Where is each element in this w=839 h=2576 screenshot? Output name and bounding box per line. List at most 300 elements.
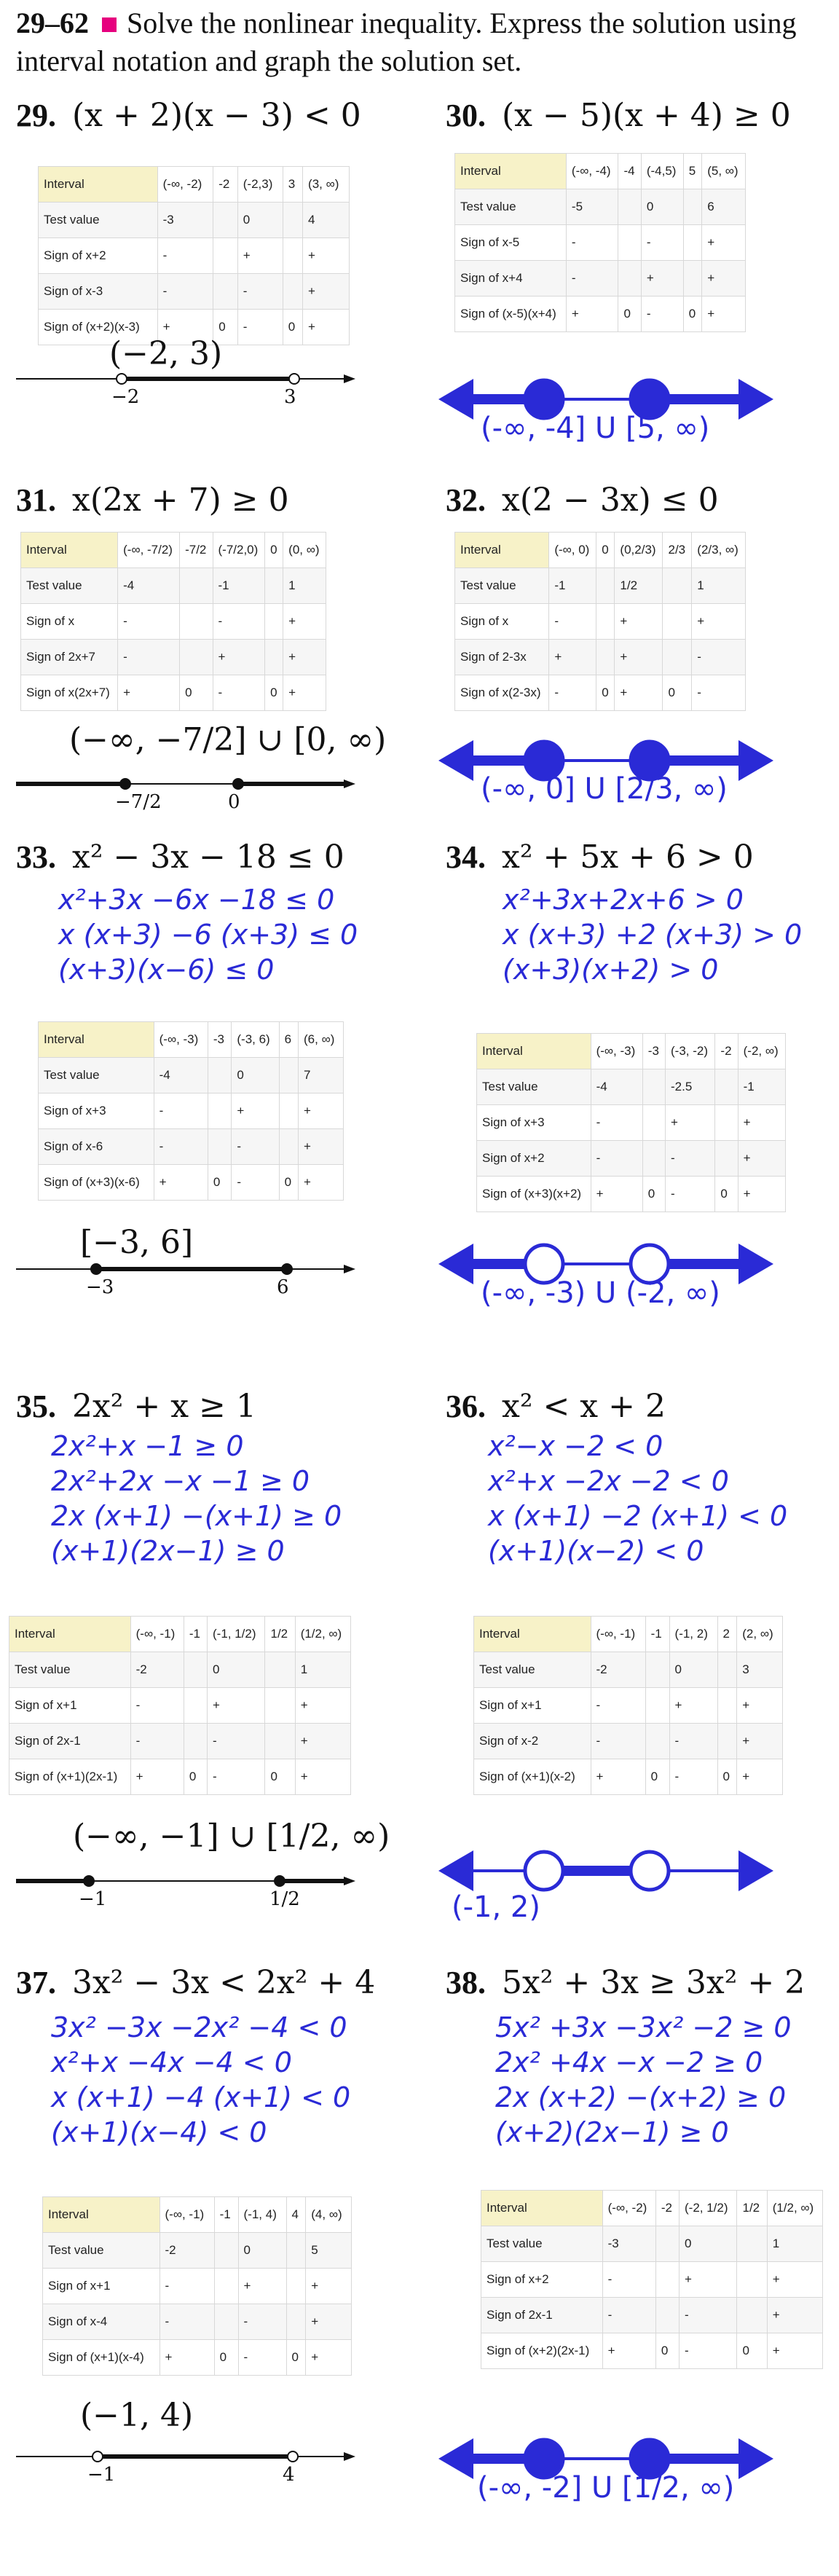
sign-chart-row <box>455 568 746 604</box>
sign-chart-cell: - <box>602 2262 655 2298</box>
sign-chart-cell: + <box>299 1129 344 1165</box>
sign-chart-cell: + <box>306 2340 352 2376</box>
sign-chart-row <box>455 189 746 225</box>
sign-chart-cell: - <box>692 640 746 675</box>
sign-chart-table <box>481 2190 823 2369</box>
problem-statement <box>16 481 289 520</box>
closed-endpoint <box>84 1876 94 1886</box>
sign-chart-cell: (2, ∞) <box>737 1617 783 1652</box>
problem-inequality: (x + 2)(x − 3) < 0 <box>72 97 361 134</box>
sign-chart-row <box>477 1177 786 1212</box>
sign-chart-cell <box>618 225 641 261</box>
sign-chart-cell <box>184 1724 207 1759</box>
sign-chart-cell <box>286 2269 306 2304</box>
sign-chart-row <box>9 1688 351 1724</box>
handwritten-work-line: x (x+1) −2 (x+1) < 0 <box>488 1500 788 1532</box>
sign-chart-cell: 0 <box>208 1165 232 1201</box>
open-endpoint <box>117 374 127 384</box>
sign-chart-cell: -2 <box>655 2191 679 2226</box>
axis-arrow-icon <box>344 780 355 788</box>
sign-chart-row-label: Sign of (x+1)(2x-1) <box>9 1759 131 1795</box>
sign-chart-cell: + <box>737 1688 783 1724</box>
sign-chart-row <box>43 2233 352 2269</box>
sign-chart-row <box>455 297 746 332</box>
sign-chart-cell: + <box>295 1759 350 1795</box>
tick-label: −3 <box>86 1276 114 1298</box>
sign-chart-cell <box>715 1069 738 1105</box>
sign-chart-cell: - <box>602 2298 655 2333</box>
sign-chart-row-label: Test value <box>43 2233 160 2269</box>
sign-chart-cell: 1/2 <box>265 1617 295 1652</box>
axis-arrow-icon <box>344 374 355 383</box>
sign-chart-row-label: Sign of x-5 <box>455 225 567 261</box>
sign-chart-row-label: Test value <box>474 1652 591 1688</box>
interval-notation: (−∞, −7/2] ∪ [0, ∞) <box>69 721 387 758</box>
sign-chart-cell: 0 <box>680 2226 737 2262</box>
problem-number: 37. <box>16 1965 56 2000</box>
sign-chart-row <box>39 1129 344 1165</box>
handwritten-work-line: x²+x −2x −2 < 0 <box>488 1465 729 1497</box>
handwritten-work-line: x²+3x −6x −18 ≤ 0 <box>58 884 335 916</box>
sign-chart-cell: - <box>154 1093 208 1129</box>
sign-chart-row <box>39 167 350 203</box>
problem-statement <box>446 1963 805 2003</box>
sign-chart-cell <box>283 238 302 274</box>
sign-chart-cell: 0 <box>596 533 615 568</box>
sign-chart-cell <box>717 1688 737 1724</box>
sign-chart-cell: 0 <box>184 1759 207 1795</box>
sign-chart-cell: + <box>767 2262 822 2298</box>
sign-chart-row <box>477 1034 786 1069</box>
problem-number: 38. <box>446 1965 486 2000</box>
sign-chart-row-label: Sign of (x-5)(x+4) <box>455 297 567 332</box>
sign-chart-cell: 7 <box>299 1058 344 1093</box>
sign-chart-cell: + <box>283 675 326 711</box>
sign-chart-cell: (-3, -2) <box>666 1034 715 1069</box>
sign-chart-cell: + <box>702 261 746 297</box>
sign-chart-row <box>9 1759 351 1795</box>
open-endpoint <box>289 374 299 384</box>
sign-chart-cell <box>214 2269 238 2304</box>
sign-chart-row-label: Interval <box>474 1617 591 1652</box>
sign-chart-row-label: Sign of (x+2)(x-3) <box>39 310 158 345</box>
sign-chart-row-label: Interval <box>39 1022 154 1058</box>
sign-chart-row <box>474 1652 783 1688</box>
sign-chart-cell: + <box>591 1759 645 1795</box>
sign-chart-row-label: Test value <box>455 568 549 604</box>
open-endpoint <box>288 2451 298 2462</box>
number-line <box>16 1866 395 1896</box>
sign-chart-row <box>21 604 326 640</box>
sign-chart-cell <box>265 1724 295 1759</box>
problem-inequality: x(2 − 3x) ≤ 0 <box>502 482 719 519</box>
sign-chart-row <box>474 1688 783 1724</box>
sign-chart-row-label: Sign of 2x-1 <box>481 2298 603 2333</box>
sign-chart-table <box>9 1616 351 1795</box>
sign-chart-cell: + <box>549 640 596 675</box>
sign-chart-row <box>455 604 746 640</box>
sign-chart-cell: + <box>208 1688 265 1724</box>
sign-chart-row <box>477 1069 786 1105</box>
sign-chart-row-label: Test value <box>39 203 158 238</box>
sign-chart-table <box>20 532 326 711</box>
sign-chart-cell <box>596 568 615 604</box>
sign-chart-cell: + <box>299 1093 344 1129</box>
tick-label: −1 <box>79 1888 107 1910</box>
tick-label: −7/2 <box>115 791 162 813</box>
sign-chart-cell <box>208 1058 232 1093</box>
sign-chart-cell: + <box>299 1165 344 1201</box>
handwritten-work-line: x²+3x+2x+6 > 0 <box>503 884 744 916</box>
sign-chart-row-label: Test value <box>39 1058 154 1093</box>
sign-chart-cell: 0 <box>645 1759 669 1795</box>
sign-chart-cell: + <box>157 310 213 345</box>
sign-chart-row <box>21 640 326 675</box>
sign-chart-row <box>39 274 350 310</box>
closed-endpoint <box>91 1264 101 1274</box>
sign-chart-cell: + <box>118 675 180 711</box>
problem-number: 32. <box>446 482 486 518</box>
sign-chart-row-label: Test value <box>21 568 118 604</box>
sign-chart-row-label: Sign of x+3 <box>39 1093 154 1129</box>
sign-chart-cell <box>265 568 283 604</box>
handwritten-work-line: x²+x −4x −4 < 0 <box>51 2046 292 2078</box>
sign-chart-cell: (1/2, ∞) <box>295 1617 350 1652</box>
sign-chart-cell <box>645 1724 669 1759</box>
sign-chart-cell: - <box>669 1759 717 1795</box>
sign-chart-cell: + <box>213 640 265 675</box>
tick-label: 4 <box>283 2464 295 2486</box>
sign-chart-cell: 0 <box>669 1652 717 1688</box>
sign-chart-cell: (-∞, -3) <box>154 1022 208 1058</box>
sign-chart-cell: (-3, 6) <box>232 1022 279 1058</box>
problem-statement <box>446 838 754 877</box>
sign-chart-cell <box>184 1652 207 1688</box>
sign-chart-row <box>481 2298 823 2333</box>
sign-chart-row-label: Sign of x+1 <box>474 1688 591 1724</box>
axis-arrow-icon <box>344 1877 355 1885</box>
sign-chart-cell <box>265 604 283 640</box>
sign-chart-cell: -3 <box>208 1022 232 1058</box>
sign-chart-cell: (5, ∞) <box>702 154 746 189</box>
sign-chart-table <box>473 1616 783 1795</box>
sign-chart-row <box>477 1105 786 1141</box>
problem-statement <box>16 1387 256 1426</box>
sign-chart-cell: - <box>549 675 596 711</box>
sign-chart-cell <box>645 1688 669 1724</box>
sign-chart-cell: + <box>591 1177 642 1212</box>
sign-chart-cell: 3 <box>283 167 302 203</box>
sign-chart-cell: (1/2, ∞) <box>767 2191 822 2226</box>
sign-chart-cell: + <box>615 675 663 711</box>
sign-chart-cell: (-4,5) <box>641 154 683 189</box>
solution-interval: (-1, 2) <box>452 1890 540 1924</box>
sign-chart-cell <box>283 203 302 238</box>
handwritten-work-line: 5x² +3x −3x² −2 ≥ 0 <box>495 2011 792 2043</box>
tick-label: 1/2 <box>269 1888 300 1910</box>
sign-chart-cell: (0,2/3) <box>615 533 663 568</box>
sign-chart-cell: - <box>238 2304 286 2340</box>
sign-chart-cell: 0 <box>208 1652 265 1688</box>
sign-chart-cell <box>717 1652 737 1688</box>
sign-chart-cell <box>642 1069 665 1105</box>
sign-chart-row <box>481 2226 823 2262</box>
sign-chart-cell: -2 <box>213 167 238 203</box>
sign-chart-cell: 0 <box>232 1058 279 1093</box>
sign-chart-cell: -4 <box>154 1058 208 1093</box>
right-arrow-icon <box>738 2438 773 2479</box>
sign-chart-cell: -1 <box>213 568 265 604</box>
sign-chart-cell: (-∞, -1) <box>591 1617 645 1652</box>
sign-chart-row-label: Interval <box>455 154 567 189</box>
closed-endpoint <box>275 1876 285 1886</box>
open-endpoint <box>92 2451 103 2462</box>
sign-chart-cell: - <box>680 2298 737 2333</box>
sign-chart-row <box>9 1617 351 1652</box>
axis-arrow-icon <box>344 1265 355 1273</box>
handwritten-work-line: x (x+3) +2 (x+3) > 0 <box>503 919 803 951</box>
sign-chart-row-label: Interval <box>39 167 158 203</box>
sign-chart-cell: + <box>738 1177 785 1212</box>
sign-chart-cell <box>737 2298 767 2333</box>
sign-chart-cell: - <box>208 1759 265 1795</box>
interval-notation: (−∞, −1] ∪ [1/2, ∞) <box>73 1818 390 1855</box>
section-header <box>16 4 824 80</box>
sign-chart-cell: 5 <box>683 154 701 189</box>
sign-chart-cell: (-2, ∞) <box>738 1034 785 1069</box>
sign-chart-cell: + <box>737 1724 783 1759</box>
sign-chart-row-label: Interval <box>481 2191 603 2226</box>
sign-chart-cell: 0 <box>286 2340 306 2376</box>
sign-chart-cell: 0 <box>641 189 683 225</box>
sign-chart-row-label: Sign of x-2 <box>474 1724 591 1759</box>
sign-chart-cell: -2 <box>159 2233 214 2269</box>
sign-chart-cell <box>737 2262 767 2298</box>
sign-chart-cell: 0 <box>596 675 615 711</box>
handwritten-work-line: (x+3)(x−6) ≤ 0 <box>58 954 275 986</box>
sign-chart-cell: 4 <box>303 203 350 238</box>
sign-chart-cell: 0 <box>180 675 213 711</box>
solution-interval: (-∞, -4] U [5, ∞) <box>481 412 710 445</box>
sign-chart-cell <box>618 189 641 225</box>
sign-chart-row <box>455 640 746 675</box>
problem-number: 35. <box>16 1389 56 1424</box>
sign-chart-cell <box>717 1724 737 1759</box>
problem-inequality: 5x² + 3x ≥ 3x² + 2 <box>502 1964 805 2001</box>
sign-chart-cell: 2/3 <box>663 533 692 568</box>
sign-chart-row-label: Sign of x(2x+7) <box>21 675 118 711</box>
left-arrow-icon <box>438 1850 473 1891</box>
sign-chart-row-label: Sign of 2-3x <box>455 640 549 675</box>
sign-chart-cell: - <box>157 274 213 310</box>
problem-inequality: x² + 5x + 6 > 0 <box>502 839 754 876</box>
sign-chart-row-label: Interval <box>21 533 118 568</box>
sign-chart-cell: + <box>283 640 326 675</box>
sign-chart-cell: 4 <box>286 2197 306 2233</box>
sign-chart-cell <box>663 640 692 675</box>
sign-chart-row-label: Sign of x-4 <box>43 2304 160 2340</box>
sign-chart-row <box>39 1022 344 1058</box>
square-bullet-icon <box>102 17 117 32</box>
sign-chart-cell: 0 <box>265 1759 295 1795</box>
handwritten-work-line: x (x+1) −4 (x+1) < 0 <box>51 2081 351 2113</box>
sign-chart-row-label: Sign of x+2 <box>477 1141 591 1177</box>
sign-chart-cell: (-∞, -2) <box>157 167 213 203</box>
sign-chart-row-label: Test value <box>455 189 567 225</box>
sign-chart-cell: + <box>154 1165 208 1201</box>
sign-chart-cell: - <box>566 261 618 297</box>
handwritten-work-line: 2x²+2x −x −1 ≥ 0 <box>51 1465 310 1497</box>
sign-chart-row <box>474 1724 783 1759</box>
tick-label: −2 <box>111 386 140 408</box>
problem-number: 30. <box>446 98 486 133</box>
sign-chart-cell: 1/2 <box>615 568 663 604</box>
sign-chart-cell <box>265 640 283 675</box>
sign-chart-row-label: Sign of 2x-1 <box>9 1724 131 1759</box>
sign-chart-row <box>481 2191 823 2226</box>
sign-chart-table <box>454 532 746 711</box>
sign-chart-cell: 3 <box>737 1652 783 1688</box>
sign-chart-table <box>38 1021 344 1201</box>
sign-chart-row-label: Sign of x+1 <box>9 1688 131 1724</box>
handwritten-work-line: 2x² +4x −x −2 ≥ 0 <box>495 2046 763 2078</box>
problem-statement <box>16 96 361 136</box>
sign-chart-row <box>39 1058 344 1093</box>
sign-chart-row-label: Sign of (x+1)(x-4) <box>43 2340 160 2376</box>
sign-chart-cell: 2 <box>717 1617 737 1652</box>
right-arrow-icon <box>738 1244 773 1284</box>
sign-chart-row <box>39 238 350 274</box>
sign-chart-cell: + <box>306 2269 352 2304</box>
sign-chart-cell: + <box>738 1105 785 1141</box>
tick-label: 0 <box>228 791 240 813</box>
sign-chart-cell: (-∞, -4) <box>566 154 618 189</box>
sign-chart-cell <box>180 568 213 604</box>
solution-interval: (-∞, -3) U (-2, ∞) <box>481 1276 720 1310</box>
sign-chart-row <box>9 1652 351 1688</box>
interval-notation: [−3, 6] <box>80 1224 194 1261</box>
sign-chart-cell: 0 <box>279 1165 298 1201</box>
solution-interval: (-∞, 0] U [2/3, ∞) <box>481 772 728 806</box>
problem-inequality: x² < x + 2 <box>502 1388 666 1425</box>
sign-chart-cell: - <box>641 297 683 332</box>
tick-label: −1 <box>87 2464 116 2486</box>
problem-number: 33. <box>16 839 56 875</box>
sign-chart-row-label: Test value <box>477 1069 591 1105</box>
sign-chart-cell: -2 <box>130 1652 184 1688</box>
sign-chart-cell: + <box>566 297 618 332</box>
sign-chart-cell: 0 <box>265 675 283 711</box>
sign-chart-cell: -2 <box>715 1034 738 1069</box>
sign-chart-cell: - <box>591 1105 642 1141</box>
sign-chart-cell <box>214 2304 238 2340</box>
sign-chart-cell: - <box>641 225 683 261</box>
left-arrow-icon <box>438 1244 473 1284</box>
sign-chart-cell: 0 <box>642 1177 665 1212</box>
left-arrow-icon <box>438 2438 473 2479</box>
sign-chart-cell: + <box>602 2333 655 2369</box>
sign-chart-cell <box>265 1688 295 1724</box>
sign-chart-cell: (3, ∞) <box>303 167 350 203</box>
sign-chart-cell: - <box>118 604 180 640</box>
sign-chart-cell: + <box>738 1141 785 1177</box>
problem-statement <box>446 96 791 136</box>
open-endpoint <box>631 1852 669 1890</box>
sign-chart-row-label: Sign of (x+2)(2x-1) <box>481 2333 603 2369</box>
sign-chart-row <box>455 154 746 189</box>
closed-endpoint <box>282 1264 292 1274</box>
sign-chart-cell <box>208 1129 232 1165</box>
sign-chart-cell: - <box>159 2269 214 2304</box>
sign-chart-cell <box>279 1093 298 1129</box>
sign-chart-cell <box>208 1093 232 1129</box>
sign-chart-cell: - <box>237 274 283 310</box>
sign-chart-cell: 1 <box>295 1652 350 1688</box>
open-endpoint <box>525 1852 563 1890</box>
sign-chart-cell: + <box>237 238 283 274</box>
sign-chart-cell: 0 <box>663 675 692 711</box>
sign-chart-cell: - <box>680 2333 737 2369</box>
sign-chart-row-label: Interval <box>477 1034 591 1069</box>
sign-chart-table <box>38 166 350 345</box>
sign-chart-cell: + <box>159 2340 214 2376</box>
sign-chart-row-label: Sign of x+3 <box>477 1105 591 1141</box>
closed-endpoint <box>120 779 130 789</box>
sign-chart-cell: - <box>591 1724 645 1759</box>
sign-chart-row <box>43 2197 352 2233</box>
interval-notation: (−2, 3) <box>109 335 223 372</box>
sign-chart-cell: - <box>669 1724 717 1759</box>
sign-chart-cell <box>596 604 615 640</box>
sign-chart-row <box>43 2340 352 2376</box>
sign-chart-cell <box>265 1652 295 1688</box>
sign-chart-cell <box>214 2233 238 2269</box>
sign-chart-cell: - <box>154 1129 208 1165</box>
sign-chart-cell: -3 <box>157 203 213 238</box>
sign-chart-cell <box>286 2304 306 2340</box>
sign-chart-cell: - <box>232 1165 279 1201</box>
number-line <box>16 1254 395 1284</box>
handwritten-work-line: (x+1)(x−2) < 0 <box>488 1535 704 1567</box>
sign-chart-cell: -1 <box>549 568 596 604</box>
sign-chart-cell: -1 <box>738 1069 785 1105</box>
sign-chart-row <box>477 1141 786 1177</box>
sign-chart-cell: + <box>737 1759 783 1795</box>
sign-chart-cell: -4 <box>591 1069 642 1105</box>
right-arrow-icon <box>738 379 773 420</box>
sign-chart-cell <box>180 640 213 675</box>
sign-chart-cell <box>618 261 641 297</box>
sign-chart-cell: -5 <box>566 189 618 225</box>
sign-chart-cell <box>683 225 701 261</box>
sign-chart-cell: (-∞, -1) <box>159 2197 214 2233</box>
sign-chart-table <box>454 153 746 332</box>
sign-chart-cell: (4, ∞) <box>306 2197 352 2233</box>
sign-chart-cell: + <box>767 2333 822 2369</box>
axis-arrow-icon <box>344 2452 355 2461</box>
sign-chart-row <box>481 2262 823 2298</box>
number-line <box>16 364 395 393</box>
sign-chart-cell: (0, ∞) <box>283 533 326 568</box>
sign-chart-cell: 0 <box>618 297 641 332</box>
sign-chart-cell: -4 <box>618 154 641 189</box>
sign-chart-row-label: Sign of x(2-3x) <box>455 675 549 711</box>
sign-chart-row <box>455 261 746 297</box>
sign-chart-cell: (-1, 4) <box>238 2197 286 2233</box>
problem-inequality: x² − 3x − 18 ≤ 0 <box>72 839 344 876</box>
sign-chart-cell: 6 <box>702 189 746 225</box>
sign-chart-cell: + <box>303 310 350 345</box>
